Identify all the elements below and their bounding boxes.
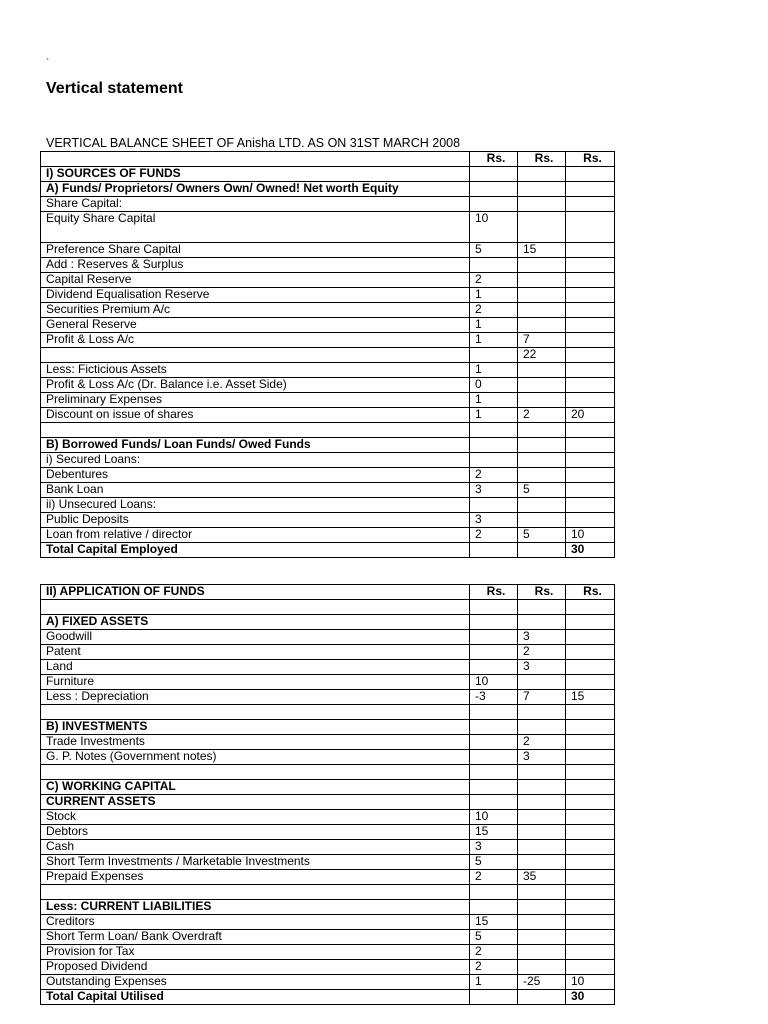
table-row [41, 780, 615, 795]
row-label-cell: Trade Investments [41, 735, 470, 750]
amount-cell [566, 675, 615, 690]
amount-cell: 15 [470, 915, 518, 930]
amount-cell [518, 393, 566, 408]
amount-cell: 2 [470, 528, 518, 543]
amount-cell [566, 333, 615, 348]
table-header-row [41, 585, 615, 600]
amount-cell [470, 990, 518, 1005]
amount-cell [470, 197, 518, 212]
amount-cell [470, 720, 518, 735]
amount-cell [566, 630, 615, 645]
table-row [41, 795, 615, 810]
amount-cell [566, 182, 615, 197]
amount-cell: 15 [566, 690, 615, 705]
row-label-cell: Share Capital: [41, 197, 470, 212]
table-row [41, 720, 615, 735]
table-row [41, 438, 615, 453]
amount-cell [566, 348, 615, 363]
amount-cell [566, 855, 615, 870]
table-row [41, 810, 615, 825]
table-row [41, 840, 615, 855]
table-row [41, 915, 615, 930]
table-row [41, 945, 615, 960]
amount-cell [518, 318, 566, 333]
amount-cell [518, 288, 566, 303]
table-row [41, 393, 615, 408]
table-row [41, 765, 615, 780]
row-label-cell [41, 423, 470, 438]
amount-cell [470, 423, 518, 438]
amount-cell [518, 615, 566, 630]
amount-cell: 5 [518, 528, 566, 543]
amount-cell: 2 [470, 273, 518, 288]
amount-cell [470, 750, 518, 765]
table-row [41, 630, 615, 645]
amount-cell [518, 543, 566, 558]
amount-cell [566, 825, 615, 840]
row-label-cell: General Reserve [41, 318, 470, 333]
amount-cell [518, 810, 566, 825]
amount-cell: 5 [518, 483, 566, 498]
amount-cell [566, 513, 615, 528]
amount-cell: 1 [470, 288, 518, 303]
amount-cell [518, 840, 566, 855]
row-label-cell [41, 885, 470, 900]
amount-cell [566, 258, 615, 273]
application-of-funds-table [40, 584, 615, 1005]
page-title: Vertical statement [46, 80, 183, 97]
table-row [41, 483, 615, 498]
amount-cell: 5 [470, 243, 518, 258]
row-label-cell: Prepaid Expenses [41, 870, 470, 885]
row-label-cell: B) INVESTMENTS [41, 720, 470, 735]
table-row [41, 900, 615, 915]
amount-cell [470, 780, 518, 795]
amount-cell: 3 [518, 630, 566, 645]
row-label-cell: Securities Premium A/c [41, 303, 470, 318]
table-row [41, 675, 615, 690]
amount-cell [566, 660, 615, 675]
amount-cell [566, 288, 615, 303]
currency-header-cell: Rs. [518, 585, 566, 600]
amount-cell [566, 870, 615, 885]
amount-cell [518, 945, 566, 960]
amount-cell: 2 [470, 303, 518, 318]
amount-cell [470, 258, 518, 273]
table-row [41, 855, 615, 870]
amount-cell: 2 [470, 870, 518, 885]
row-label-cell: Less: CURRENT LIABILITIES [41, 900, 470, 915]
amount-cell: -3 [470, 690, 518, 705]
amount-cell [566, 810, 615, 825]
amount-cell [518, 885, 566, 900]
row-label-cell: Short Term Loan/ Bank Overdraft [41, 930, 470, 945]
amount-cell [566, 363, 615, 378]
row-label-cell: A) Funds/ Proprietors/ Owners Own/ Owned! Net worth Equity [41, 182, 470, 197]
table-row [41, 333, 615, 348]
amount-cell: 20 [566, 408, 615, 423]
row-label-cell: Public Deposits [41, 513, 470, 528]
amount-cell [566, 765, 615, 780]
row-label-cell: B) Borrowed Funds/ Loan Funds/ Owed Funds [41, 438, 470, 453]
amount-cell [566, 960, 615, 975]
amount-cell [518, 720, 566, 735]
amount-cell [518, 273, 566, 288]
row-label-cell [41, 600, 470, 615]
currency-header-cell: Rs. [518, 152, 566, 167]
table-row [41, 182, 615, 197]
amount-cell [470, 615, 518, 630]
amount-cell: 1 [470, 393, 518, 408]
amount-cell [566, 438, 615, 453]
amount-cell: 2 [470, 468, 518, 483]
amount-cell [518, 453, 566, 468]
row-label-cell: Total Capital Employed [41, 543, 470, 558]
currency-header-cell: Rs. [470, 152, 518, 167]
amount-cell [518, 212, 566, 243]
table-row [41, 690, 615, 705]
table-row [41, 885, 615, 900]
amount-cell [566, 615, 615, 630]
amount-cell: 3 [518, 750, 566, 765]
amount-cell [518, 600, 566, 615]
amount-cell [518, 423, 566, 438]
table-row [41, 513, 615, 528]
amount-cell: 7 [518, 690, 566, 705]
row-label-cell: Cash [41, 840, 470, 855]
table-row [41, 348, 615, 363]
row-label-cell: Less : Depreciation [41, 690, 470, 705]
currency-header-cell: Rs. [470, 585, 518, 600]
amount-cell: 30 [566, 990, 615, 1005]
row-label-cell: A) FIXED ASSETS [41, 615, 470, 630]
amount-cell [566, 750, 615, 765]
amount-cell [566, 645, 615, 660]
row-label-cell: Debtors [41, 825, 470, 840]
amount-cell: -25 [518, 975, 566, 990]
row-label-cell: Stock [41, 810, 470, 825]
row-label-cell: Proposed Dividend [41, 960, 470, 975]
amount-cell [518, 438, 566, 453]
amount-cell [518, 468, 566, 483]
amount-cell: 10 [470, 675, 518, 690]
table-row [41, 318, 615, 333]
amount-cell [470, 630, 518, 645]
row-label-cell: Less: Ficticious Assets [41, 363, 470, 378]
row-label-cell: Capital Reserve [41, 273, 470, 288]
table-row [41, 645, 615, 660]
amount-cell [470, 795, 518, 810]
amount-cell [566, 243, 615, 258]
amount-cell [518, 915, 566, 930]
amount-cell [470, 735, 518, 750]
amount-cell [566, 483, 615, 498]
header-label-cell: II) APPLICATION OF FUNDS [41, 585, 470, 600]
row-label-cell: i) Secured Loans: [41, 453, 470, 468]
currency-header-cell: Rs. [566, 152, 615, 167]
amount-cell [470, 453, 518, 468]
amount-cell [518, 498, 566, 513]
table-row [41, 498, 615, 513]
amount-cell [518, 197, 566, 212]
table-row [41, 735, 615, 750]
row-label-cell: Loan from relative / director [41, 528, 470, 543]
amount-cell [518, 900, 566, 915]
amount-cell [566, 930, 615, 945]
row-label-cell: Dividend Equalisation Reserve [41, 288, 470, 303]
table-row [41, 705, 615, 720]
amount-cell: 30 [566, 543, 615, 558]
amount-cell: 1 [470, 975, 518, 990]
row-label-cell: Profit & Loss A/c (Dr. Balance i.e. Asset Side) [41, 378, 470, 393]
table-row [41, 378, 615, 393]
table-row [41, 197, 615, 212]
row-label-cell: Furniture [41, 675, 470, 690]
amount-cell [470, 885, 518, 900]
amount-cell [518, 705, 566, 720]
amount-cell [470, 498, 518, 513]
amount-cell [470, 348, 518, 363]
table-row [41, 453, 615, 468]
row-label-cell: Land [41, 660, 470, 675]
amount-cell: 10 [566, 975, 615, 990]
sources-of-funds-table [40, 151, 615, 558]
amount-cell: 2 [470, 960, 518, 975]
amount-cell [518, 930, 566, 945]
table-row [41, 975, 615, 990]
amount-cell: 22 [518, 348, 566, 363]
amount-cell: 15 [518, 243, 566, 258]
table-row [41, 408, 615, 423]
amount-cell: 10 [470, 810, 518, 825]
amount-cell [518, 780, 566, 795]
amount-cell [518, 795, 566, 810]
table-row [41, 660, 615, 675]
row-label-cell: Short Term Investments / Marketable Investments [41, 855, 470, 870]
amount-cell [566, 735, 615, 750]
amount-cell [566, 197, 615, 212]
row-label-cell: Debentures [41, 468, 470, 483]
amount-cell [518, 825, 566, 840]
table-row [41, 212, 615, 243]
table-row [41, 870, 615, 885]
table-row [41, 363, 615, 378]
amount-cell [518, 378, 566, 393]
amount-cell [566, 900, 615, 915]
amount-cell: 10 [470, 212, 518, 243]
table-row [41, 468, 615, 483]
table-row [41, 990, 615, 1005]
row-label-cell [41, 705, 470, 720]
row-label-cell: G. P. Notes (Government notes) [41, 750, 470, 765]
amount-cell [470, 438, 518, 453]
amount-cell: 1 [470, 408, 518, 423]
table-row [41, 600, 615, 615]
amount-cell [566, 423, 615, 438]
amount-cell: 3 [470, 840, 518, 855]
amount-cell [518, 363, 566, 378]
amount-cell [470, 645, 518, 660]
amount-cell: 1 [470, 333, 518, 348]
table-row [41, 543, 615, 558]
row-label-cell: Profit & Loss A/c [41, 333, 470, 348]
amount-cell: 2 [518, 645, 566, 660]
table-row [41, 303, 615, 318]
amount-cell: 1 [470, 318, 518, 333]
amount-cell [566, 840, 615, 855]
amount-cell: 2 [470, 945, 518, 960]
amount-cell [566, 273, 615, 288]
table-row [41, 423, 615, 438]
amount-cell [518, 960, 566, 975]
amount-cell [470, 167, 518, 182]
table-row [41, 167, 615, 182]
table-row [41, 273, 615, 288]
table-row [41, 960, 615, 975]
amount-cell [566, 453, 615, 468]
amount-cell [518, 765, 566, 780]
amount-cell [470, 182, 518, 197]
amount-cell: 1 [470, 363, 518, 378]
amount-cell [566, 378, 615, 393]
table-row [41, 243, 615, 258]
amount-cell [518, 675, 566, 690]
amount-cell [566, 720, 615, 735]
row-label-cell: Preference Share Capital [41, 243, 470, 258]
amount-cell: 7 [518, 333, 566, 348]
header-label-cell [41, 152, 470, 167]
table-row [41, 258, 615, 273]
amount-cell [566, 393, 615, 408]
row-label-cell: Bank Loan [41, 483, 470, 498]
amount-cell: 2 [518, 408, 566, 423]
amount-cell [566, 468, 615, 483]
amount-cell [566, 915, 615, 930]
amount-cell: 5 [470, 930, 518, 945]
amount-cell [518, 513, 566, 528]
row-label-cell: Creditors [41, 915, 470, 930]
amount-cell: 10 [566, 528, 615, 543]
amount-cell [518, 303, 566, 318]
row-label-cell [41, 765, 470, 780]
row-label-cell: Provision for Tax [41, 945, 470, 960]
tick-mark: ` [46, 58, 50, 69]
amount-cell: 5 [470, 855, 518, 870]
table-row [41, 825, 615, 840]
amount-cell [566, 945, 615, 960]
amount-cell [566, 705, 615, 720]
amount-cell [470, 705, 518, 720]
row-label-cell: Discount on issue of shares [41, 408, 470, 423]
amount-cell [518, 990, 566, 1005]
row-label-cell: ii) Unsecured Loans: [41, 498, 470, 513]
row-label-cell: I) SOURCES OF FUNDS [41, 167, 470, 182]
amount-cell: 3 [470, 513, 518, 528]
table-row [41, 930, 615, 945]
row-label-cell: Total Capital Utilised [41, 990, 470, 1005]
amount-cell [470, 660, 518, 675]
amount-cell [566, 885, 615, 900]
amount-cell [518, 182, 566, 197]
amount-cell [566, 318, 615, 333]
amount-cell [470, 543, 518, 558]
amount-cell: 3 [470, 483, 518, 498]
amount-cell: 3 [518, 660, 566, 675]
amount-cell [566, 780, 615, 795]
sheet-subtitle: VERTICAL BALANCE SHEET OF Anisha LTD. AS ON 31ST MARCH 2008 [46, 136, 461, 150]
table-row [41, 528, 615, 543]
amount-cell [470, 900, 518, 915]
amount-cell [566, 600, 615, 615]
amount-cell [518, 167, 566, 182]
amount-cell [518, 258, 566, 273]
amount-cell [518, 855, 566, 870]
row-label-cell: Patent [41, 645, 470, 660]
row-label-cell: Preliminary Expenses [41, 393, 470, 408]
row-label-cell: Outstanding Expenses [41, 975, 470, 990]
amount-cell: 0 [470, 378, 518, 393]
row-label-cell: Add : Reserves & Surplus [41, 258, 470, 273]
currency-header-cell: Rs. [566, 585, 615, 600]
row-label-cell [41, 348, 470, 363]
table-header-row [41, 152, 615, 167]
table-row [41, 288, 615, 303]
amount-cell [566, 498, 615, 513]
amount-cell: 35 [518, 870, 566, 885]
amount-cell: 2 [518, 735, 566, 750]
amount-cell: 15 [470, 825, 518, 840]
amount-cell [470, 765, 518, 780]
amount-cell [470, 600, 518, 615]
amount-cell [566, 212, 615, 243]
amount-cell [566, 303, 615, 318]
row-label-cell: CURRENT ASSETS [41, 795, 470, 810]
amount-cell [566, 795, 615, 810]
amount-cell [566, 167, 615, 182]
row-label-cell: C) WORKING CAPITAL [41, 780, 470, 795]
row-label-cell: Goodwill [41, 630, 470, 645]
table-row [41, 615, 615, 630]
table-row [41, 750, 615, 765]
row-label-cell: Equity Share Capital [41, 212, 470, 243]
